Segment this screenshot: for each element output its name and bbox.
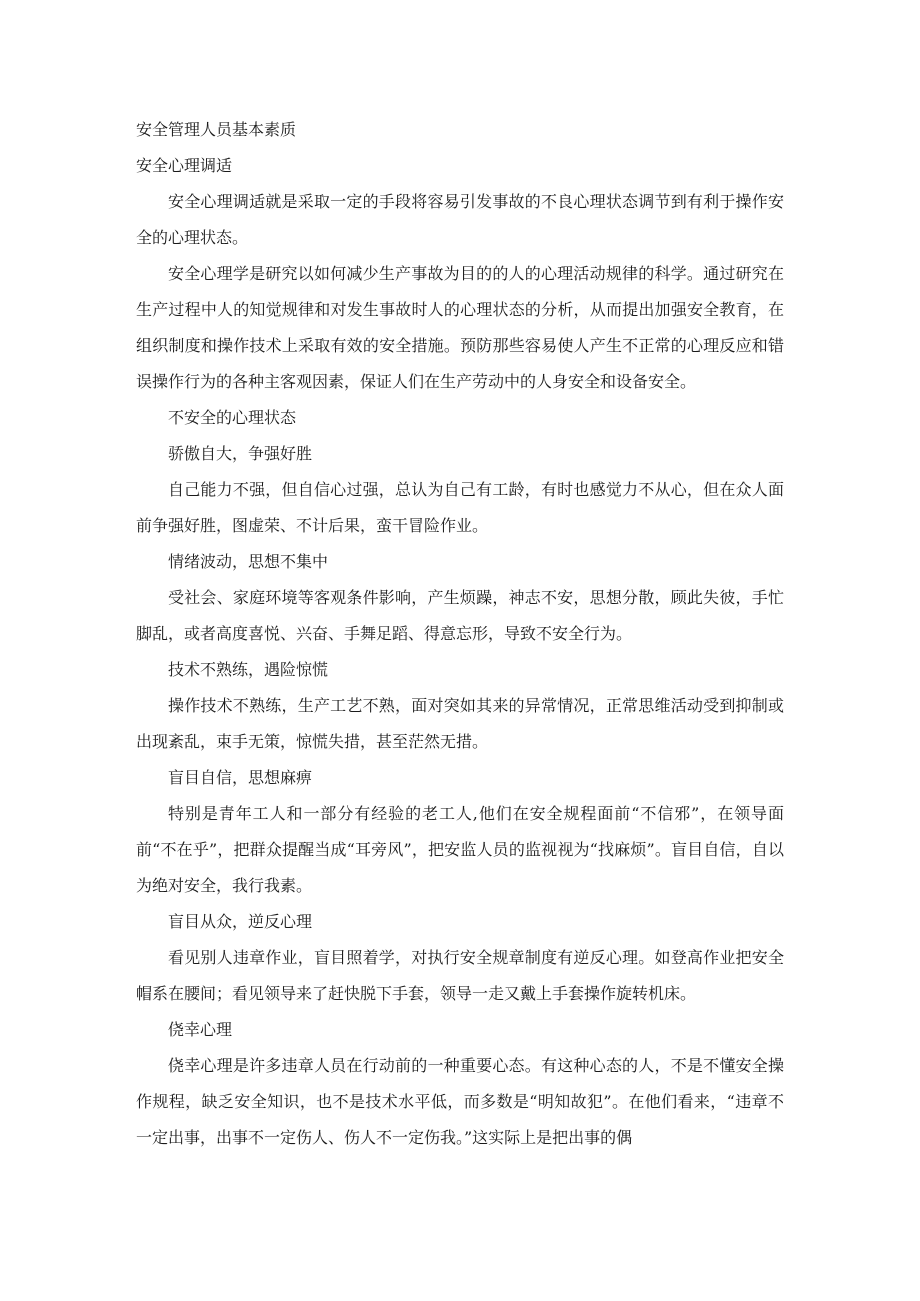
item-body-unskilled: 操作技术不熟练，生产工艺不熟，面对突如其来的异常情况，正常思维活动受到抑制或出现紊乱，束手无策，惊慌失措，甚至茫然无措。 [136,696,784,751]
intro-paragraph-1: 安全心理调适就是采取一定的手段将容易引发事故的不良心理状态调节到有利于操作安全的心理状态。 [136,192,784,247]
document-body [136,112,784,1156]
item-heading-luck: 侥幸心理 [168,1020,233,1039]
item-heading-overconfidence: 盲目自信，思想麻痹 [168,768,313,787]
section-heading: 安全心理调适 [136,156,233,175]
unsafe-state-heading: 不安全的心理状态 [168,408,297,427]
item-heading-unskilled: 技术不熟练，遇险惊慌 [168,660,329,679]
item-body-conformity: 看见别人违章作业，盲目照着学，对执行安全规章制度有逆反心理。如登高作业把安全帽系在腰间；看见领导来了赶快脱下手套，领导一走又戴上手套操作旋转机床。 [136,948,784,1003]
item-heading-arrogance: 骄傲自大，争强好胜 [168,444,313,463]
intro-paragraph-2: 安全心理学是研究以如何减少生产事故为目的的人的心理活动规律的科学。通过研究在生产过程中人的知觉规律和对发生事故时人的心理状态的分析，从而提出加强安全教育，在组织制度和操作技术上采取有效的安全措施。预防那些容易使人产生不正常的心理反应和错误操作行为的各种主客观因素，保证人们在生产劳动中的人身安全和设备安全。 [136,264,784,391]
item-heading-emotion: 情绪波动，思想不集中 [168,552,329,571]
document-title: 安全管理人员基本素质 [136,120,297,139]
item-body-emotion: 受社会、家庭环境等客观条件影响，产生烦躁，神志不安，思想分散，顾此失彼，手忙脚乱，或者高度喜悦、兴奋、手舞足蹈、得意忘形，导致不安全行为。 [136,588,784,643]
item-body-luck: 侥幸心理是许多违章人员在行动前的一种重要心态。有这种心态的人，不是不懂安全操作规程，缺乏安全知识，也不是技术水平低，而多数是“明知故犯”。在他们看来，“违章不一定出事，出事不一定伤人、伤人不一定伤我。”这实际上是把出事的偶 [136,1056,784,1147]
item-body-overconfidence: 特别是青年工人和一部分有经验的老工人,他们在安全规程面前“不信邪”，在领导面前“不在乎”，把群众提醒当成“耳旁风”，把安监人员的监视视为“找麻烦”。盲目自信，自以为绝对安全，我行我素。 [136,804,784,895]
item-heading-conformity: 盲目从众，逆反心理 [168,912,313,931]
item-body-arrogance: 自己能力不强，但自信心过强，总认为自己有工龄，有时也感觉力不从心，但在众人面前争强好胜，图虚荣、不计后果，蛮干冒险作业。 [136,480,784,535]
